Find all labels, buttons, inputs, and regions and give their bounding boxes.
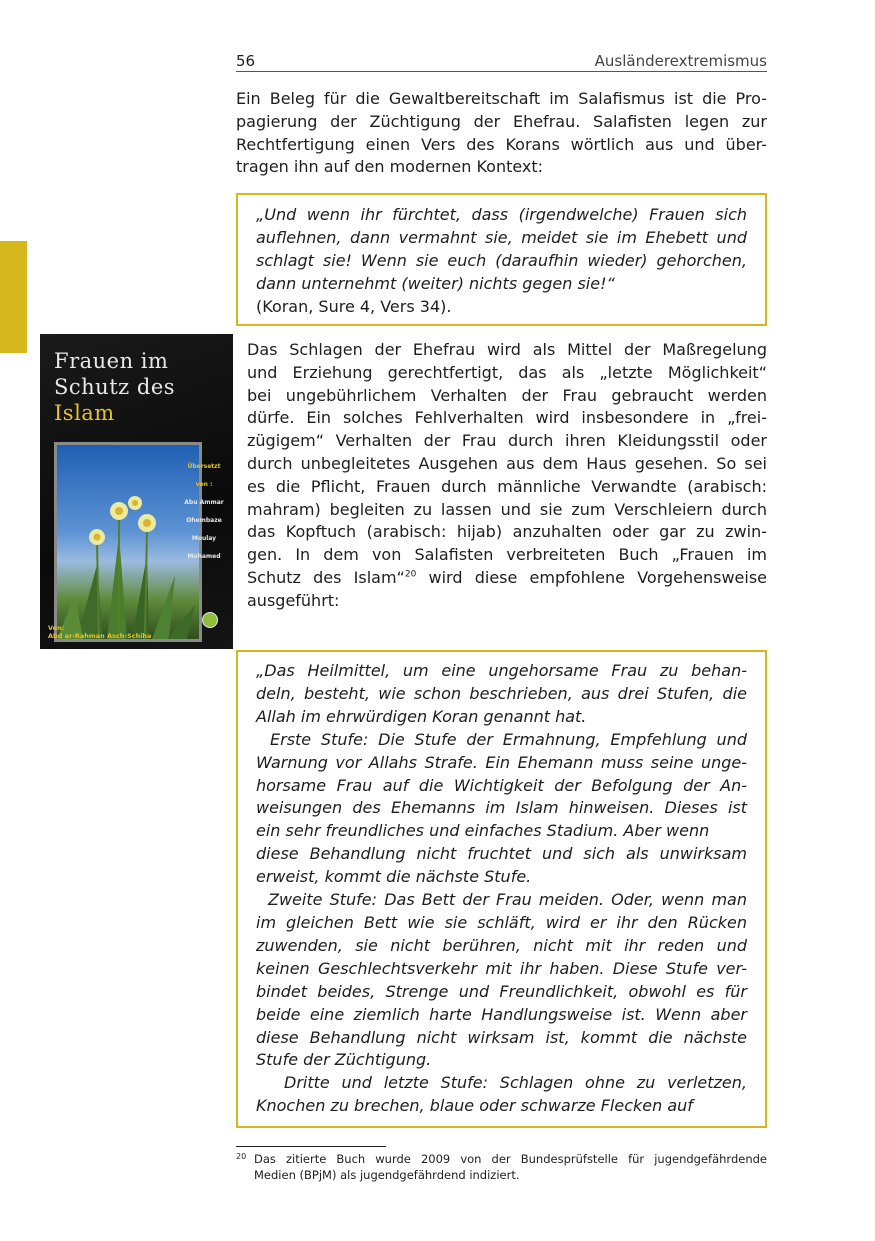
quote-line: diese Behandlung nicht wirksam ist, kommt die nächste <box>256 1027 747 1047</box>
quote-line: „Und wenn ihr fürchtet, dass (irgendwelche) Frauen sich <box>256 205 747 224</box>
cover-title-line2a: Schutz des <box>54 375 176 399</box>
text-line: es die Pflicht, Frauen durch männliche Verwandte (arabisch: <box>247 476 767 496</box>
intro-paragraph <box>236 88 767 179</box>
quote-line: Knochen zu brechen, blaue oder schwarze Flecken auf <box>256 1096 693 1116</box>
footnote-reference[interactable]: 20 <box>404 569 417 580</box>
cover-publisher-logo-icon <box>202 612 218 628</box>
footnote <box>236 1152 767 1183</box>
text-segment: wird diese empfohlene Vorgehensweise <box>416 567 768 587</box>
quote-line: erweist, kommt die nächste Stufe. <box>256 867 532 887</box>
quote-line: Stufe der Züchtigung. <box>256 1050 432 1070</box>
quote-line: diese Behandlung nicht fruchtet und sich als unwirksam <box>256 844 747 864</box>
text-line: das Kopftuch (arabisch: hijab) anzuhalten oder gar zu zwin- <box>247 522 767 542</box>
quote-line: „Das Heilmittel, um eine ungehorsame Frau zu behan- <box>256 661 747 680</box>
page-number: 56 <box>236 52 256 70</box>
quote-line: Erste Stufe: Die Stufe der Ermahnung, Empfehlung und <box>270 729 747 749</box>
quote-line: deln, besteht, wie schon beschrieben, aus drei Stufen, die <box>256 683 747 703</box>
text-line: durch unbegleitetes Ausgehen aus dem Haus gesehen. So sei <box>247 453 767 473</box>
text-line: Das Schlagen der Ehefrau wird als Mittel der Maßregelung <box>247 340 767 359</box>
quote-line: beide eine ziemlich harte Handlungsweise ist. Wenn aber <box>256 1004 747 1024</box>
book-quote-box <box>236 650 767 1128</box>
cover-side-line: Mohamed <box>187 553 221 560</box>
cover-side-line: Abu Ammar <box>184 499 224 506</box>
cover-side-line: von : <box>195 481 213 488</box>
text-line: dürfe. Ein solches Fehlverhalten wird insbesondere in „frei- <box>247 408 767 428</box>
quote-line: im gleichen Bett wie sie schläft, wird er ihr den Rücken <box>256 912 747 932</box>
quote-line: bindet beides, Strenge und Freundlichkeit, obwohl es für <box>256 981 747 1001</box>
quote-line: Allah im ehrwürdigen Koran genannt hat. <box>256 706 587 726</box>
cover-side-line: Ohembaze <box>186 517 222 524</box>
text-line: zügigem“ Verhalten der Frau durch ihren Kleidungsstil oder <box>247 431 767 451</box>
cover-author-name: Abd ar-Rahman Asch-Schiha <box>48 632 152 640</box>
running-title: Ausländerextremismus <box>594 52 767 70</box>
quote-line: auflehnen, dann vermahnt sie, meidet sie im Ehebett und <box>256 227 747 247</box>
cover-side-line: Moulay <box>191 535 217 542</box>
text-line: und Erziehung gerechtfertigt, das als „letzte Möglichkeit“ <box>247 362 767 382</box>
quote-line: Zweite Stufe: Das Bett der Frau meiden. Oder, wenn man <box>268 890 747 910</box>
cover-author <box>48 624 151 640</box>
cover-title-line1: Frauen im <box>54 349 169 373</box>
text-line: pagierung der Züchtigung der Ehefrau. Salafisten legen zur <box>236 111 767 131</box>
book-cover-image <box>40 334 233 649</box>
footnote-line: Medien (BPjM) als jugendgefährdend indiziert. <box>254 1167 520 1182</box>
cover-side-line: Übersetzt <box>187 463 221 470</box>
section-tab-marker <box>0 241 27 353</box>
footnote-line: Das zitierte Buch wurde 2009 von der Bundesprüfstelle für jugendgefährdende <box>254 1152 767 1166</box>
quote-line: Dritte und letzte Stufe: Schlagen ohne zu verletzen, <box>284 1073 747 1093</box>
quote-line: horsame Frau auf die Wichtigkeit der Befolgung der An- <box>256 775 747 795</box>
text-line: gen. In dem von Salafisten verbreiteten Buch „Frauen im <box>247 545 767 565</box>
quote-line: weisungen des Ehemanns im Islam hinweisen. Dieses ist <box>256 798 747 818</box>
text-segment: Schutz des Islam“ <box>247 567 405 587</box>
cover-author-label: Von: <box>48 624 65 632</box>
quote-citation: (Koran, Sure 4, Vers 34). <box>256 296 452 316</box>
footnote-divider <box>236 1146 386 1147</box>
footnote-number: 20 <box>236 1152 247 1161</box>
quote-line: zuwenden, sie nicht berühren, nicht mit ihr reden und <box>256 935 747 955</box>
text-line: Ein Beleg für die Gewaltbereitschaft im Salafismus ist die Pro- <box>236 89 767 108</box>
quote-line: Warnung vor Allahs Strafe. Ein Ehemann muss seine unge- <box>256 752 747 772</box>
quote-line: ein sehr freundliches und einfaches Stadium. Aber wenn <box>256 821 710 841</box>
text-line: mahram) begleiten zu lassen und sie zum Verschleiern durch <box>247 499 767 519</box>
quote-line: schlagt sie! Wenn sie euch (daraufhin wieder) gehorchen, <box>256 250 747 270</box>
page-header <box>236 51 767 72</box>
main-paragraph <box>247 339 767 613</box>
text-line: ausgeführt: <box>247 590 340 610</box>
cover-title <box>54 348 233 426</box>
text-line <box>247 567 767 590</box>
text-line: tragen ihn auf den modernen Kontext: <box>236 157 544 177</box>
footnote-text <box>254 1152 767 1183</box>
quote-line: dann unternehmt (weiter) nichts gegen sie!“ <box>256 273 615 293</box>
quote-line: keinen Geschlechtsverkehr mit ihr haben. Diese Stufe ver- <box>256 958 747 978</box>
text-line: bei ungebührlichem Verhalten der Frau gebraucht werden <box>247 385 767 405</box>
text-line: Rechtfertigung einen Vers des Korans wörtlich aus und über- <box>236 134 767 154</box>
cover-translator-credits <box>176 458 232 566</box>
koran-quote-box <box>236 193 767 326</box>
cover-title-line2b: Islam <box>54 401 115 425</box>
